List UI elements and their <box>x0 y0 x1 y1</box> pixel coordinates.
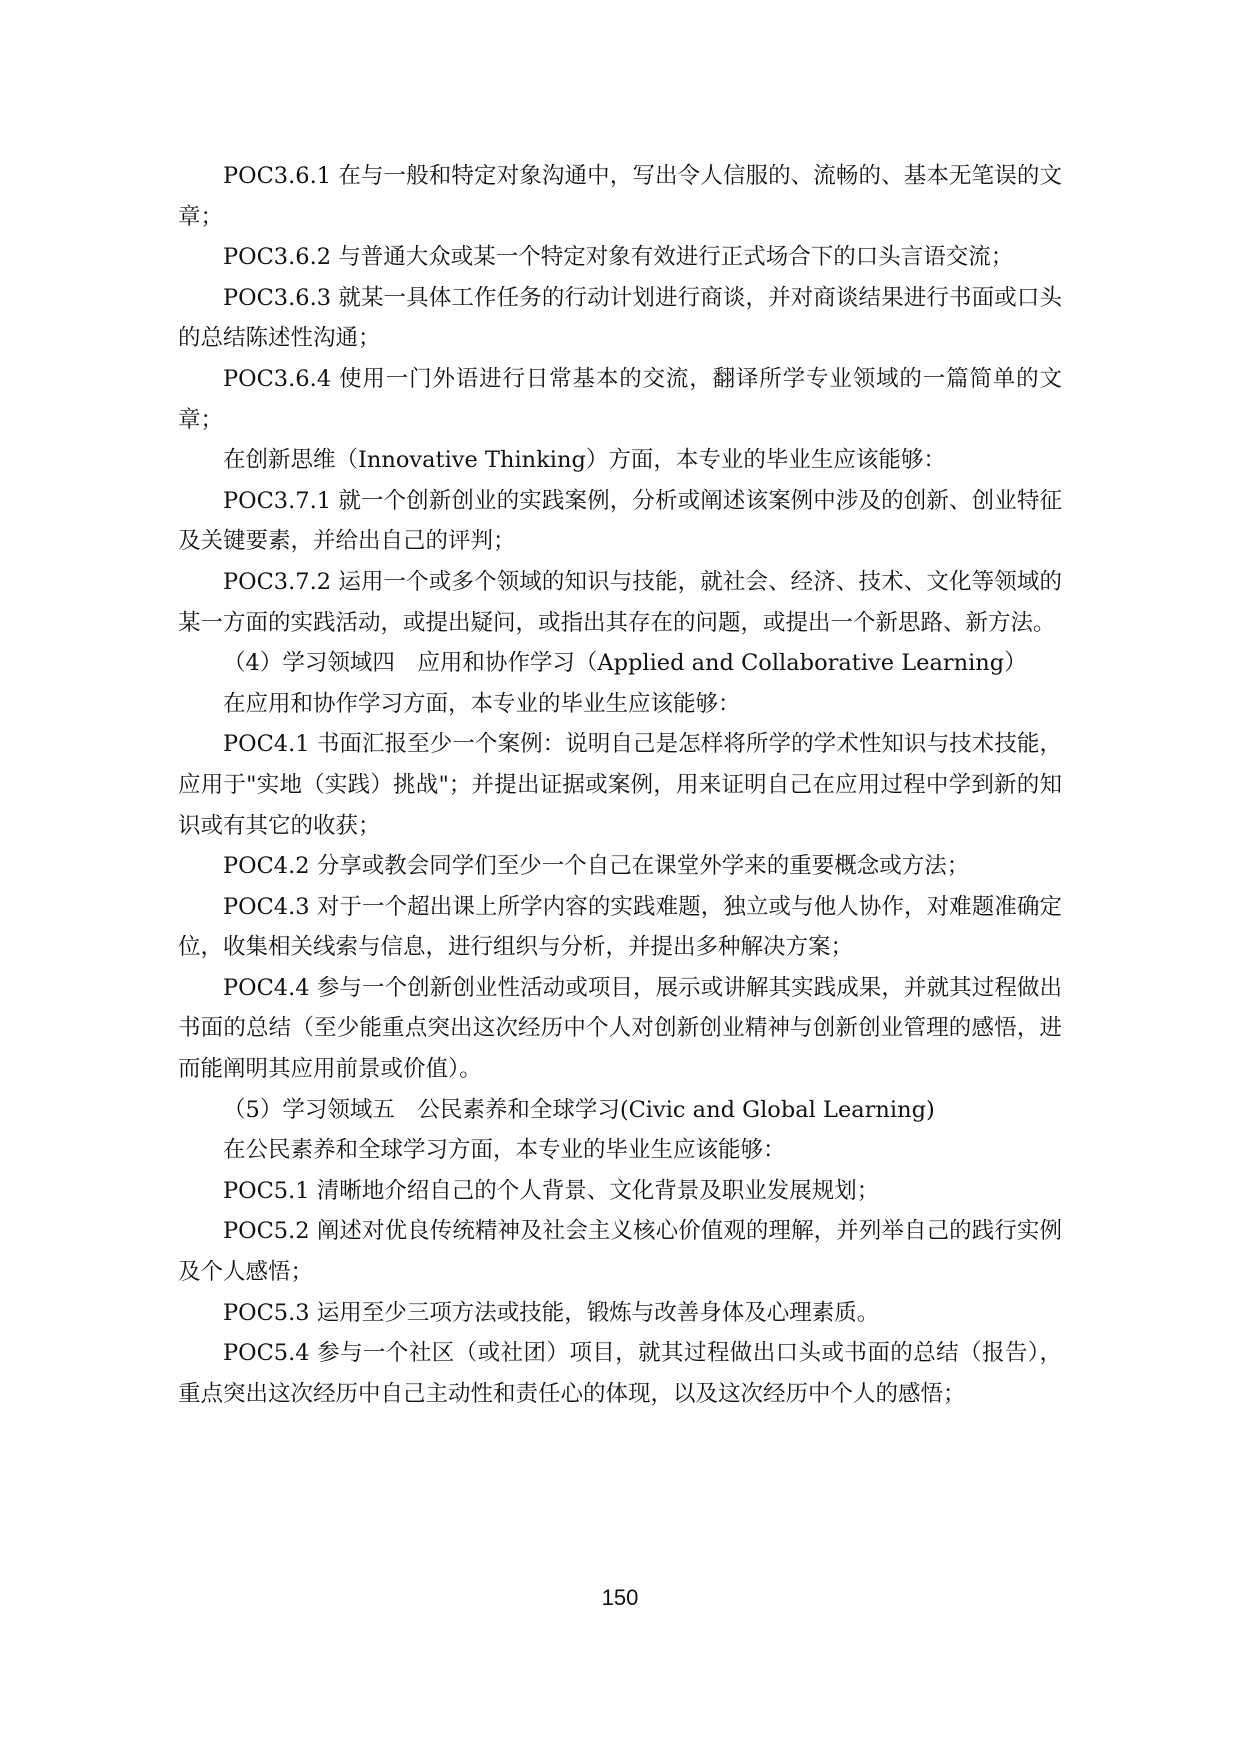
paragraph-innovative-thinking-intro: 在创新思维（Innovative Thinking）方面，本专业的毕业生应该能够： <box>223 447 946 474</box>
paragraph-poc3-6-2: POC3.6.2 与普通大众或某一个特定对象有效进行正式场合下的口头言语交流； <box>223 244 1014 271</box>
paragraph-poc4-3: POC4.3 对于一个超出课上所学内容的实践难题，独立或与他人协作，对难题准确定位，收集相关线索与信息，进行组织与分析，并提出多种解决方案； <box>178 893 1062 961</box>
section-heading-learning-area-5: （5）学习领域五 公民素养和全球学习(Civic and Global Learning) <box>223 1096 935 1123</box>
paragraph-poc3-6-1: POC3.6.1 在与一般和特定对象沟通中，写出令人信服的、流畅的、基本无笔误的文章； <box>178 163 1062 230</box>
page-number: 150 <box>601 1585 639 1610</box>
paragraph-poc4-1: POC4.1 书面汇报至少一个案例：说明自己是怎样将所学的学术性知识与技术技能，应用于"实地（实践）挑战"；并提出证据或案例，用来证明自己在应用过程中学到新的知识或有其它的收获； <box>178 731 1062 839</box>
paragraph-civic-learning-intro: 在公民素养和全球学习方面，本专业的毕业生应该能够： <box>223 1137 786 1164</box>
paragraph-poc5-1: POC5.1 清晰地介绍自己的个人背景、文化背景及职业发展规划； <box>223 1177 880 1204</box>
paragraph-poc5-3: POC5.3 运用至少三项方法或技能，锻炼与改善身体及心理素质。 <box>223 1299 880 1326</box>
paragraph-poc3-7-1: POC3.7.1 就一个创新创业的实践案例，分析或阐述该案例中涉及的创新、创业特征及关键要素，并给出自己的评判； <box>178 487 1062 555</box>
paragraph-applied-learning-intro: 在应用和协作学习方面，本专业的毕业生应该能够： <box>223 690 741 717</box>
paragraph-poc3-6-4: POC3.6.4 使用一门外语进行日常基本的交流，翻译所学专业领域的一篇简单的文章； <box>178 365 1062 433</box>
paragraph-poc4-4: POC4.4 参与一个创新创业性活动或项目，展示或讲解其实践成果，并就其过程做出书面的总结（至少能重点突出这次经历中个人对创新创业精神与创新创业管理的感悟，进而能阐明其应用前景或价值）。 <box>178 974 1062 1083</box>
paragraph-poc5-4: POC5.4 参与一个社区（或社团）项目，就其过程做出口头或书面的总结（报告），重点突出这次经历中自己主动性和责任心的体现，以及这次经历中个人的感悟； <box>178 1340 1062 1407</box>
paragraph-poc4-2: POC4.2 分享或教会同学们至少一个自己在课堂外学来的重要概念或方法； <box>223 853 970 880</box>
paragraph-poc3-6-3: POC3.6.3 就某一具体工作任务的行动计划进行商谈，并对商谈结果进行书面或口头的总结陈述性沟通； <box>178 284 1062 352</box>
paragraph-poc5-2: POC5.2 阐述对优良传统精神及社会主义核心价值观的理解，并列举自己的践行实例及个人感悟； <box>178 1218 1062 1286</box>
body-text <box>178 156 1062 1414</box>
section-heading-learning-area-4: （4）学习领域四 应用和协作学习（Applied and Collaborative Learning） <box>223 650 1027 677</box>
paragraph-poc3-7-2: POC3.7.2 运用一个或多个领域的知识与技能，就社会、经济、技术、文化等领域的某一方面的实践活动，或提出疑问，或指出其存在的问题，或提出一个新思路、新方法。 <box>178 568 1062 636</box>
